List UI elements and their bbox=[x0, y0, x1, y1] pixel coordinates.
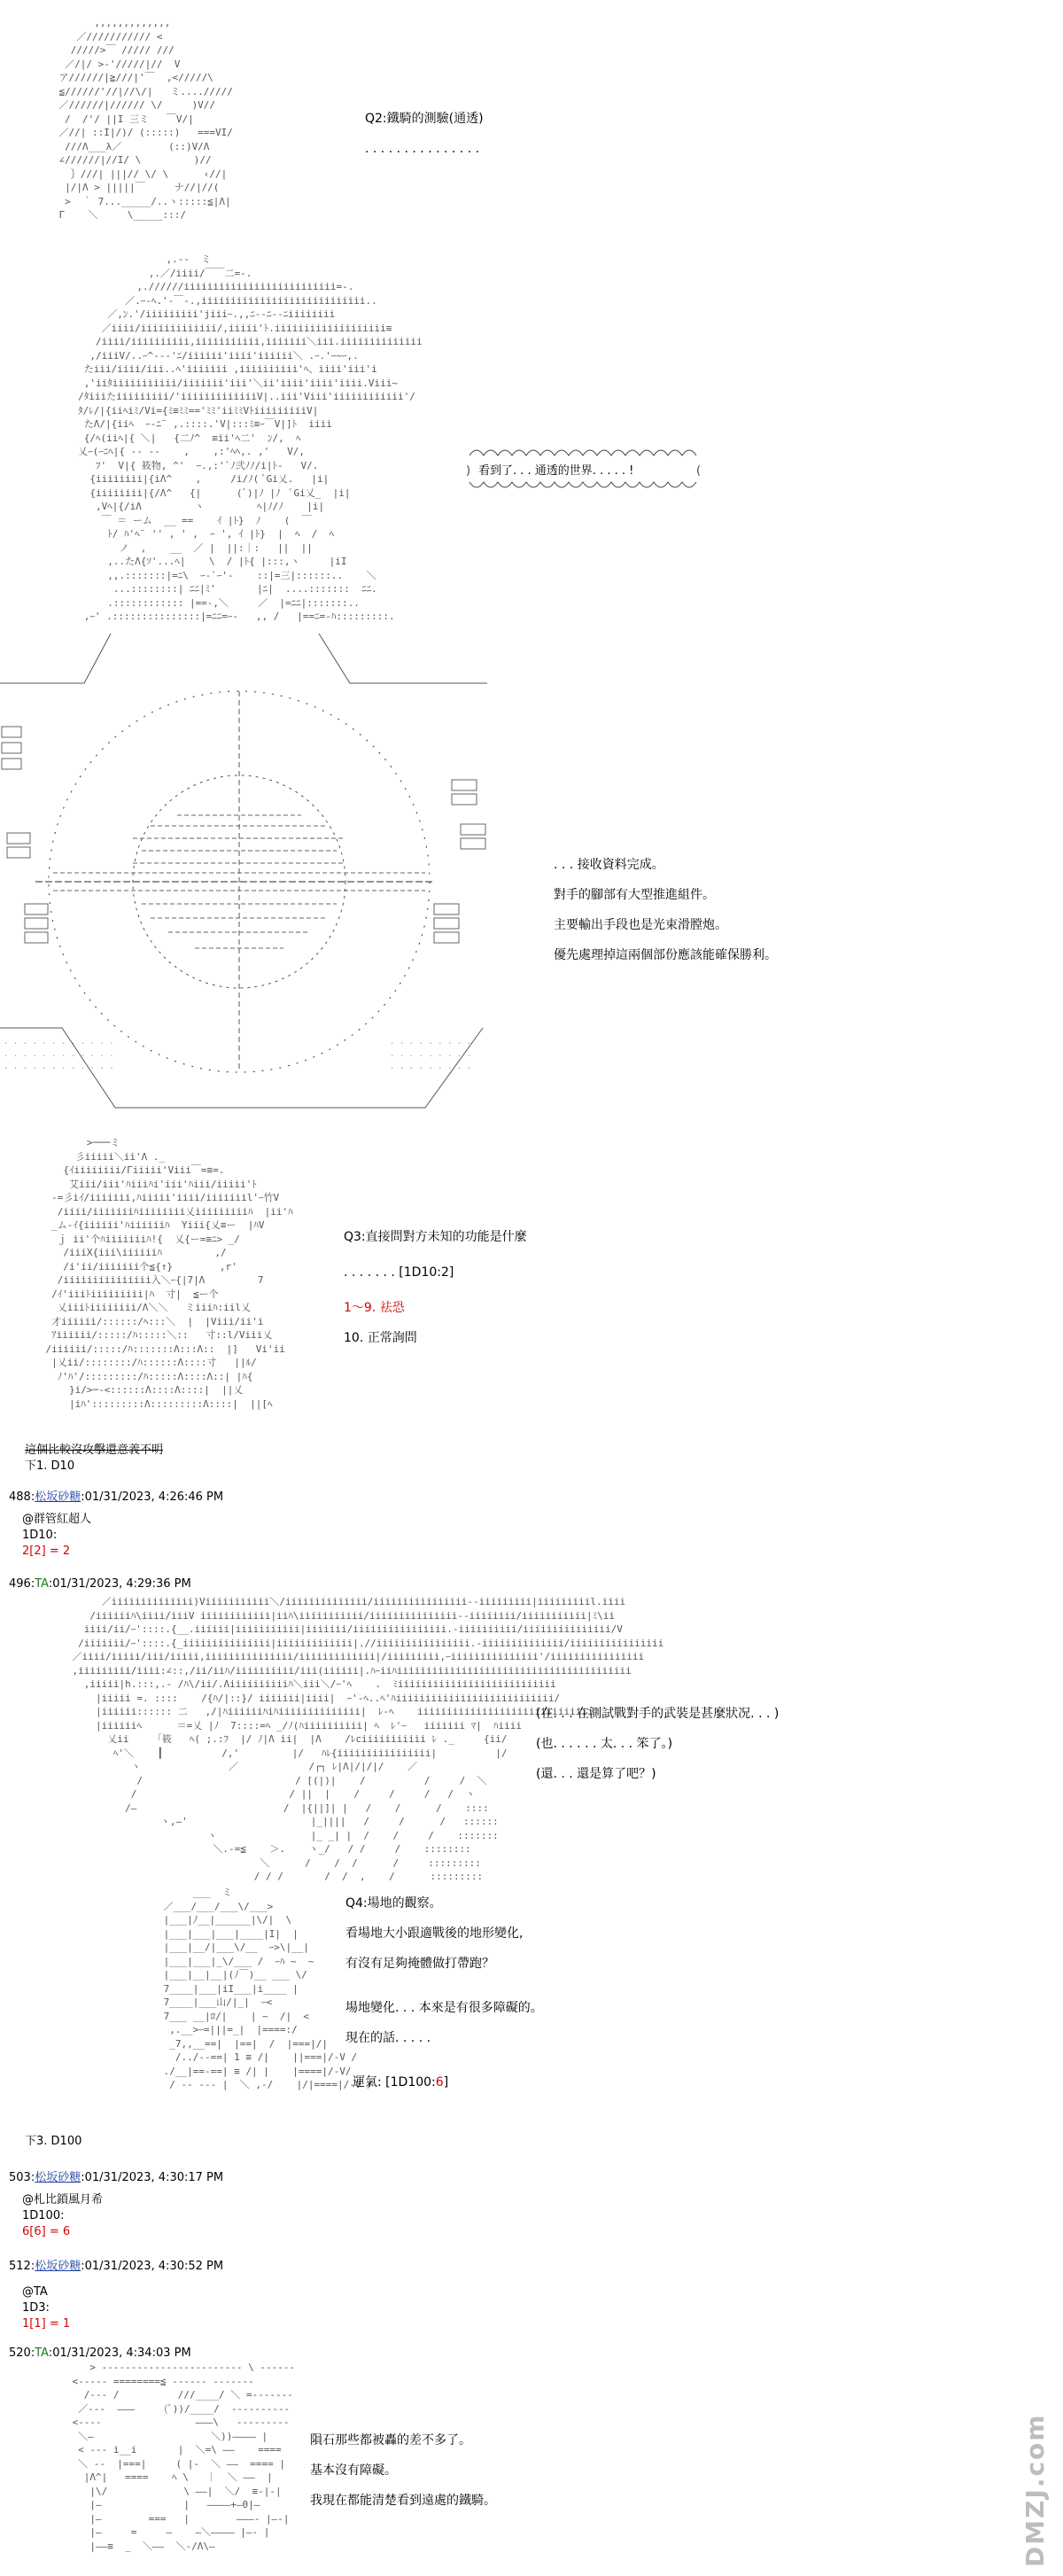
svg-text:. . . . . . . . .: . . . . . . . . . bbox=[390, 1038, 472, 1047]
mention: @TA bbox=[22, 2285, 48, 2299]
dice-label: 1D100: bbox=[22, 2209, 65, 2222]
analysis-line-1: . . . 接收資料完成。 bbox=[554, 858, 664, 872]
post-date: :01/31/2023, 4:26:46 PM bbox=[81, 1490, 224, 1504]
ascii-art-character-1: ,,,,,,,,,,,,, ／/////////// < /////>￣ ///// /// ／/|/ >-'/////|// V ア//////|≧///|'￣ ,</////\ ≦//////'//|//\/| ミ....///// ／//////|////// \/ )V// / /'/ ||I 三ミ ￣V/| ／//| ::I|/)/ (:::::) ===VI/ ///Λ___λ／ (::)V/Λ ∠//////|//I/ \ )// ｝///| |||// \/ \ ‹//| |/|Λ > |||||￣ ナ//|//( > ｀ 7..._____/..ヽ:::::≦|Λ| Γ ＼ \_____:::/ bbox=[58, 17, 233, 221]
ascii-art-character-4: ／iiiiiiiiiiiiii)Viiiiiiiiiii＼/iiiiiiiiiiiiii/iiiiiiiiiiiiiiii--iiiiiiiii|iiiiiiiiil.iiii /iiiiiiﾊ\iiii/iiiV iiiiiiiiiiii|iiﾊ\iiiiiiiiiii/iiiiiiiiiiiiiii--iiiiiiii/iiiiiiiiiii|ﾐ\ii iiii/ii/ｰ'::::.{__.iiiiii|iiiiiiiiiii|iiiiiii/iiiiiiiiiiiiiiii.-iiiiiiiiii/iiiiiiiiiiiiiii/V /iiiiiii/ｰ'::::.{_iiiiiiiiiiiiiii|iiiiiiiiiiiii|.//iiiiiiiiiiiiiiii.-iiiiiiiiiiiiii/iiiiiiiiiiiiiiii ／iiii/iiiii/iii/iiiii,iiiiiiiiiiiiiii/iiiiiiiiiiiii|/iiiiiiiii,ｰiiiiiiiiiiiiiii'/iiiiiiiiiiiiiiii ,iiiiiiiii/iiii:∠::,/ii/iiﾊ/iiiiiiiiii/iii(iiiiii|.ﾊｰiiﾊiiiiiiiiiiiiiiiiiiiiiiiiiiiiiiiiiiiiiiii ,iiiii|h.:::,.- /ﾊ\/ii/.Λiiiiiiiiiiﾊ＼iii＼/ｰ'ﾍ . ﾐiiiiiiiiiiiiiiiiiiiiiiiiiii |iiiii =. :::: /{ﾊ/|::}/ iiiiiii|iiii| ｰ'-ﾍ..ﾍ'ﾊiiiiiiiiiiiiiiiiiiiiiiiiiii/ |iiiiii:::::: 二 ,/|ﾊiiiiiiﾊiﾊiiiiiiiiiiiiii| ﾚ-ﾍ iiiiiiiiiiiiiiiiiiiiiiiiiiiiii |iiiiiiﾍ ＝=乂 |ﾉ 7::::=ﾍ _/ﾉ(ﾊiiiiiiiiii| ﾍ ﾚ'ｰ iiiiiii ﾏ| ﾊiiii 乂ii 「筱 ﾍ( ;.:ﾌ |/ ﾉ|Λ ii| |Λ /ﾚciiiiiiiiiii ﾚ ._ {ii/ ﾍ'＼ ┃ /,' |/ ﾊﾚ{iiiiiiiiiiiiiiii| |/ ヽ ／ /┌┐ ﾚ|Λ|/|/|/ ／ / / [(|)| / / / ＼ / / || | / / / / ヽ /— / |{||]| | / / / :::: ヽ,—' |_|||| / / / :::::: ヽ |_ _| | / / / ::::::: ＼.-=≦ ＞. ヽ_/ / / / :::::::: ＼ / / / / ::::::::: / / / / / , / ::::::::: bbox=[72, 1596, 664, 1882]
ascii-art-character-3: >───ミ 彡iiiii＼ii'Λ ._ {ｲiiiiiiii/Γiiiii'Viii￣=≡=. 艾iii/iii'ﾊiiiﾊi'iii'ﾊiii/iiiii'ﾄ -=彡iｲ/iiiiiii,ﾊiiiii'iiii/iiiiiiil'ｰ竹V /iiii/iiiiiiiﾊiiiiiiii乂iiiiiiiiiﾊ |ii'ﾊ _ム-ｲ{iiiiii'ﾊiiiiiiﾊ Yiii{乂≡ー |ﾊV ｊ ii'个ﾊiiiiiiiﾊ!{ 乂{ー=≡ﾆ> _/ /iiiX{iii\iiiiiiﾊ ,/ /i'ii/iiiiiii个≦{↑} ,r' /iiiiiiiiiiiiiii入＼ｰ{|7|Λ 7 /ｲ'iiiﾄiiiiiiiii|ﾊ 寸| ≦ー个 乂iiiﾄiiiiiiii/Λ＼＼ ミiiiﾊ:iil乂 才iiiiii/::::::/ﾍ:::＼ | |Viii/ii'i ｱiiiiii/:::::/ﾊ:::::＼:: 寸::l/Viii乂 /iiiiii/:::::/ﾊ:::::::Λ:::Λ:: |] Vi'ii |乂ii/::::::::/ﾊ::::::Λ::::寸 ||ﾙ/ ﾉ'ﾊ'/:::::::::/ﾊ:::::Λ::::Λ::| |ﾊ{ }i/>─‐<::::::Λ::::Λ::::| ||乂 |iﾊ':::::::::Λ:::::::::Λ::::| ||[ﾍ bbox=[45, 1137, 293, 1410]
post-body-512 bbox=[22, 2284, 70, 2332]
svg-text:. . . . . . . . . . . .: . . . . . . . . . . . . bbox=[4, 1038, 114, 1047]
question-4: Q4:場地的觀察。 bbox=[345, 1896, 442, 1911]
strikethrough-note: 這個比較沒攻擊還意義不明 bbox=[25, 1444, 164, 1457]
dice-result: 6[6] = 6 bbox=[22, 2225, 71, 2238]
post-body-488 bbox=[22, 1512, 91, 1560]
post-header-520 bbox=[9, 2346, 191, 2360]
ascii-art-character-2: ,.-- ミ ,.／/iiii/￣￣二=-. ,.//////iiiiiiiiiiiiiiiiiiiiiiiiii=-. ／.ｰ-ﾍ.'-￣‐.,iiiiiiiiiiiiiiiiiiiiiiiiiiii.. ／,ﾝ.'/iiiiiiiii'jiiiｰ.,,ﾆ--ﾆ--ﾆiiiiiiii ／iiii/iiiiiiiiiiiii/,iiiii'ﾄ.iiiiiiiiiiiiiiiiiii≡ /iiii/iiiiiiiiii,iiiiiiiiiii,iiiiiii＼iii.iiiiiiiiiiiiii ,/iiiV/..ｰ^‐‐-'ﾆ/iiiiii'iiii'iiiiii＼ .ｰ.'ｰ~ｰ,. たiii/iiii/iii..ﾍ'iiiiiii ,iiiiiiiiii'ﾍ、iiii'iii'i ,'iiﾀiiiiiiiiiii/iiiiiii'iii'＼ii'iiii'iiii'iiii.Viii~ /ﾀiiiたiiiiiiiii/'iiiiiiiiiiiiiV|..iii'Viii'iiiiiiiiiiii'/ ﾀ/ﾚ/|{iiﾍiﾐ/Vi={ﾐ≡ﾐﾐ=='ﾐﾐ'iiﾐﾐVﾄiiiiiiiiiV| たΛ/|{iiﾍ ｰ‐ﾆ¨ ,.::::.'V|:::ﾐ≡ｰ￣V|]ﾄ iiii {/ﾍ(iiﾍ|{ ＼| {二ﾉ^ ≡ii'ﾍ二' ﾝ/, ﾍ 乂ｰ(ｰﾆﾍ|{ -- -- , ,:'ﾍﾍ,. ,' V/, ﾌ' V|{ 筱物, ^' ｰ.,:'`ﾉ弐ﾉﾉ/i|ﾄ‐ V/. {iiiiiiii|{iΛ^ , /i/ﾉ( ﾞGi乂. |i| {iiiiiiii|{/Λ^ {| (ﾞ)|ﾉ |ﾉ ﾟGi乂_ |i| ,Vﾍ|{/iΛ ヽ ﾍ|ﾉ/ﾉ |i| ￣ ＝ ーム __ == ｲ |ﾄ} ﾉ ( ￣ ﾄ/ ﾊ'ﾍ¨ '' , ' , ｰ ', ｲ |ﾄ} | ﾍ / ﾍ ノ , __ ／ | ||:｜: || || ,..たΛ{ｿ'...ﾍ| \ / |ﾄ{ |:::,ヽ |iI ,,.:::::::|=ﾆ\ ｰ‐`ｰ'‐ ::|=三|::::::.. ＼ ...::::::::| ﾆﾆ|ﾐ' |ﾆ| ....::::::: ﾆﾆ. .:::::::::::: |==-,＼ ／ |=ﾆﾆ|:::::::.. ,ｰ' .:::::::::::::::|=ﾆﾆ=ｰ‐ ,, / |==ﾆ=-ﾊ:::::::::. bbox=[78, 253, 423, 622]
post-user[interactable]: TA bbox=[35, 2346, 49, 2360]
roll-1d10: . . . . . . . [1D10:2] bbox=[344, 1265, 454, 1280]
dice-result: 1[1] = 1 bbox=[22, 2317, 71, 2331]
ascii-art-character-6: > ------------------------ \ ------ <----- ========≦ ------ ------- /--- / ///____/ ＼ =------- ／--- ——— (ﾞ))/____/ ---------- <---- ———\ --------- ＼— ＼))———— | < --- i__i | ＼=\ —— ==== ＼ -- |===| ( |- ＼ —— ==== | |Λ^| ==== ﾍ \ ｜ ＼ —— | |\/ \ ——| ＼/ ≡-|-| |— | ————+—0|— |— === | ———- |—-| |— = — —＼———— |—- | |——≡ _ ＼—— ＼-/Λ\— bbox=[72, 2362, 296, 2552]
analysis-line-3: 主要輸出手段也是光束滑膛炮。 bbox=[554, 918, 727, 932]
thought-line-1: (在. . . 在測試戰對手的武裝是甚麼狀况. . . ) bbox=[536, 1707, 780, 1721]
post-date: :01/31/2023, 4:30:52 PM bbox=[81, 2260, 224, 2273]
post-date: :01/31/2023, 4:30:17 PM bbox=[81, 2171, 224, 2184]
post-number: 512: bbox=[9, 2260, 35, 2273]
post-user[interactable]: TA bbox=[35, 1577, 49, 1591]
terrain-line-1: 看場地大小跟適戰後的地形變化, bbox=[345, 1926, 524, 1941]
post-user-link[interactable]: 松坂砂糖 bbox=[35, 2260, 81, 2273]
svg-text:. . . . . . . . .: . . . . . . . . . bbox=[390, 1050, 472, 1059]
terrain-line-4: 現在的話. . . . . bbox=[345, 2031, 431, 2045]
status-line-1: 隕石那些都被轟的差不多了。 bbox=[310, 2433, 471, 2448]
frame-top-right-line bbox=[319, 634, 487, 687]
ellipsis-line: . . . . . . . . . . . . . . . bbox=[365, 142, 480, 156]
post-user-link[interactable]: 松坂砂糖 bbox=[35, 2171, 81, 2184]
next-roll-d100: 下3. D100 bbox=[25, 2135, 82, 2148]
status-line-2: 基本沒有障礙。 bbox=[310, 2463, 397, 2478]
mention: @札比鎖風月希 bbox=[22, 2193, 104, 2206]
post-header-488 bbox=[9, 1487, 223, 1504]
option-10: 10. 正常詢問 bbox=[344, 1331, 417, 1345]
dice-label: 1D10: bbox=[22, 1529, 58, 1542]
next-roll-note: 下1. D10 bbox=[25, 1459, 75, 1473]
post-number: 503: bbox=[9, 2171, 35, 2184]
post-date: :01/31/2023, 4:34:03 PM bbox=[48, 2346, 191, 2360]
svg-text:. . . . . . . . .: . . . . . . . . . bbox=[390, 1062, 472, 1071]
mention: @群管紅超人 bbox=[22, 1513, 92, 1526]
svg-text:. . . . . . . . . . . .: . . . . . . . . . . . . bbox=[4, 1050, 114, 1059]
post-number: 520: bbox=[9, 2346, 35, 2360]
svg-text:): ) bbox=[466, 464, 471, 478]
post-header-496 bbox=[9, 1577, 191, 1591]
terrain-line-3: 場地變化. . . 本來是有很多障礙的。 bbox=[345, 2001, 543, 2015]
post-user-link[interactable]: 松坂砂糖 bbox=[35, 1490, 81, 1504]
luck-roll: 運氣: [1D100:6] bbox=[353, 2075, 449, 2090]
ascii-art-character-5: ___ ミ ／___/___/___\/___> |___|ﾉ__|______|\/| \ |___|___|___|____|I| | |___|__/|___\/__ ｰ>\|__| |___|___|_\/___ / ｰﾊ ~ ~ |___|__|__|(ﾉ￣)__ ___ \/ 7____|___|iI___|i____ | 7____|___山/|_| ｰ< 7___ __|ﾛ/| | ~ /| < ,.__>ｰ=|||=_| |====:/ _7,,__==| |==| / |===|/| /../--==| 1 ≡ /| ||===|/-V / ./__|==-==| ≡ /| | |====|/-V/ / -- --- | ＼ ,-/ |/|====|/-V / bbox=[163, 1887, 373, 2090]
question-2: Q2:鐵騎的測驗(通透) bbox=[365, 112, 484, 126]
post-header-512 bbox=[9, 2256, 223, 2273]
speech-bubble bbox=[461, 443, 709, 496]
speech-bubble-text: 看到了. . . 通透的世界. . . . . ! bbox=[478, 464, 634, 478]
thought-line-3: (還. . . 還是算了吧？) bbox=[536, 1767, 656, 1781]
post-number: 488: bbox=[9, 1490, 35, 1504]
terrain-line-2: 有沒有足夠掩體做打帶跑？ bbox=[345, 1957, 494, 1971]
svg-text:. . . . . . . . . . . .: . . . . . . . . . . . . bbox=[4, 1062, 114, 1071]
post-date: :01/31/2023, 4:29:36 PM bbox=[48, 1577, 191, 1591]
status-line-3: 我現在都能清楚看到遠處的鐵騎。 bbox=[310, 2494, 496, 2508]
post-number: 496: bbox=[9, 1577, 35, 1591]
question-3: Q3:直接問對方未知的功能是什麼 bbox=[344, 1230, 527, 1244]
thought-line-2: (也. . . . . . 太. . . 笨了。) bbox=[536, 1737, 673, 1751]
analysis-line-4: 優先處理掉這兩個部份應該能確保勝利。 bbox=[554, 948, 777, 962]
dice-label: 1D3: bbox=[22, 2301, 50, 2315]
option-1-9: 1～9. 祛恐 bbox=[344, 1301, 405, 1315]
svg-text:(: ( bbox=[696, 464, 702, 478]
post-body-503 bbox=[22, 2192, 103, 2240]
frame-top-left-line bbox=[0, 634, 115, 687]
post-header-503 bbox=[9, 2167, 223, 2184]
dice-result: 2[2] = 2 bbox=[22, 1545, 71, 1558]
targeting-scope bbox=[0, 691, 496, 1117]
watermark-logo: DMZJ.com bbox=[1020, 2413, 1050, 2567]
analysis-line-2: 對手的腳部有大型推進組件。 bbox=[554, 888, 715, 902]
